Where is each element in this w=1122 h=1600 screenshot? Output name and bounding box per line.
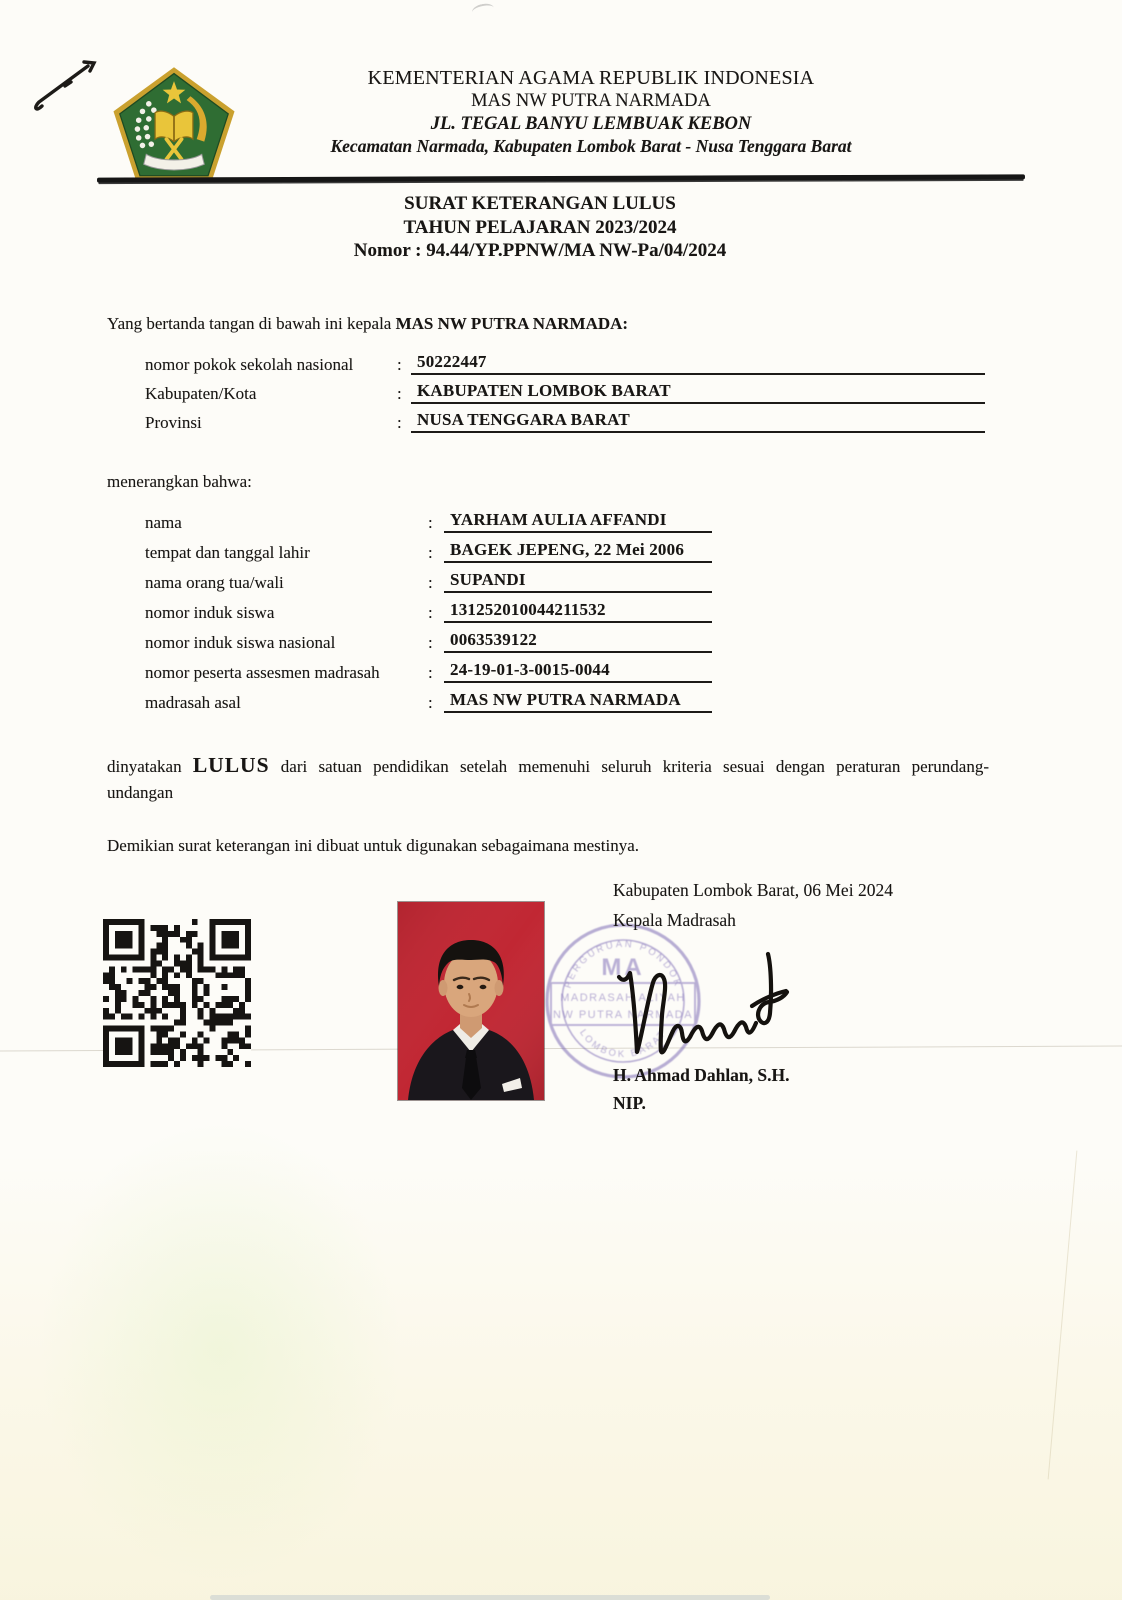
field-label: Provinsi [145, 413, 202, 432]
signer-name: H. Ahmad Dahlan, S.H. [613, 1065, 790, 1085]
statement-pre: dinyatakan [107, 757, 193, 776]
field-label: madrasah asal [145, 693, 241, 712]
form-field-row [145, 533, 712, 563]
page-edge-shadow [210, 1595, 770, 1600]
form-field-row [145, 346, 985, 375]
student-photo [397, 901, 545, 1101]
field-colon: : [397, 384, 402, 403]
field-label: nomor pokok sekolah nasional [145, 355, 354, 374]
place-date: Kabupaten Lombok Barat, 06 Mei 2024 [613, 880, 893, 900]
field-label: tempat dan tanggal lahir [145, 543, 310, 562]
form-field-row [145, 623, 712, 653]
field-label: nama orang tua/wali [145, 573, 284, 592]
document-number: Nomor : 94.44/YP.PPNW/MA NW-Pa/04/2024 [353, 240, 727, 261]
field-colon: : [397, 413, 402, 432]
stamp-arc-bottom: LOMBOK BARAT [577, 1027, 669, 1061]
scan-smudge [471, 2, 495, 18]
stamp-line2: NW PUTRA NARMADA [552, 1009, 694, 1021]
form-field-row [145, 683, 712, 713]
form-field-row [145, 593, 712, 623]
school-year: TAHUN PELAJARAN 2023/2024 [403, 216, 677, 238]
student-fields [145, 503, 712, 713]
form-field-row [145, 563, 712, 593]
letterhead [256, 66, 926, 157]
field-value: YARHAM AULIA AFFANDI [444, 510, 712, 533]
field-value: 50222447 [411, 352, 985, 375]
field-value: 24-19-01-3-0015-0044 [444, 660, 712, 683]
field-value: NUSA TENGGARA BARAT [411, 410, 985, 433]
intro-line [107, 314, 1007, 334]
stamp-line1: MADRASAH ALIYAH [560, 992, 686, 1004]
school-name: MAS NW PUTRA NARMADA [471, 91, 711, 112]
school-region: Kecamatan Narmada, Kabupaten Lombok Barat - Nusa Tenggara Barat [330, 135, 852, 156]
field-colon: : [428, 573, 433, 592]
field-label: Kabupaten/Kota [145, 384, 257, 403]
graduation-statement [107, 752, 989, 806]
intro-school-bold: MAS NW PUTRA NARMADA: [395, 314, 629, 333]
qr-code [103, 918, 251, 1068]
menerangkan-line: menerangkan bahwa: [107, 472, 252, 491]
stamp-arc-top: PERGURUAN PONDOK [562, 938, 684, 990]
field-value: KABUPATEN LOMBOK BARAT [411, 381, 985, 404]
signer-nip: NIP. [613, 1093, 646, 1113]
form-field-row [145, 404, 985, 433]
field-value: 0063539122 [444, 630, 712, 653]
field-value: BAGEK JEPENG, 22 Mei 2006 [444, 540, 712, 563]
field-value: 131252010044211532 [444, 600, 712, 623]
statement-post: dari satuan pendidikan setelah memenuhi seluruh kriteria sesuai dengan peraturan perundang-undangan [107, 757, 989, 802]
field-colon: : [428, 513, 433, 532]
field-colon: : [428, 663, 433, 682]
scan-tint-green [40, 1120, 400, 1580]
pen-mark-icon [28, 44, 118, 124]
field-colon: : [397, 355, 402, 374]
closing-line: Demikian surat keterangan ini dibuat untuk digunakan sebagaimana mestinya. [107, 836, 640, 855]
field-label: nama [145, 513, 182, 532]
ministry-name: KEMENTERIAN AGAMA REPUBLIK INDONESIA [367, 67, 815, 89]
school-address: JL. TEGAL BANYU LEMBUAK KEBON [430, 113, 752, 134]
field-label: nomor peserta assesmen madrasah [145, 663, 380, 682]
field-label: nomor induk siswa nasional [145, 633, 336, 652]
form-field-row [145, 653, 712, 683]
school-fields [145, 346, 985, 433]
field-value: SUPANDI [444, 570, 712, 593]
kemenag-logo-icon [110, 66, 238, 182]
field-label: nomor induk siswa [145, 603, 275, 622]
form-field-row [145, 375, 985, 404]
signer-role: Kepala Madrasah [613, 910, 736, 930]
field-value: MAS NW PUTRA NARMADA [444, 690, 712, 713]
document-title: SURAT KETERANGAN LULUS [404, 193, 676, 214]
field-colon: : [428, 693, 433, 712]
stamp-monogram: MA [601, 954, 645, 981]
signature-ink [605, 940, 805, 1080]
document-title-block [280, 192, 800, 263]
field-colon: : [428, 543, 433, 562]
field-colon: : [428, 603, 433, 622]
form-field-row [145, 503, 712, 533]
statement-lulus: LULUS [192, 753, 270, 777]
intro-text: Yang bertanda tangan di bawah ini kepala [107, 314, 396, 333]
field-colon: : [428, 633, 433, 652]
